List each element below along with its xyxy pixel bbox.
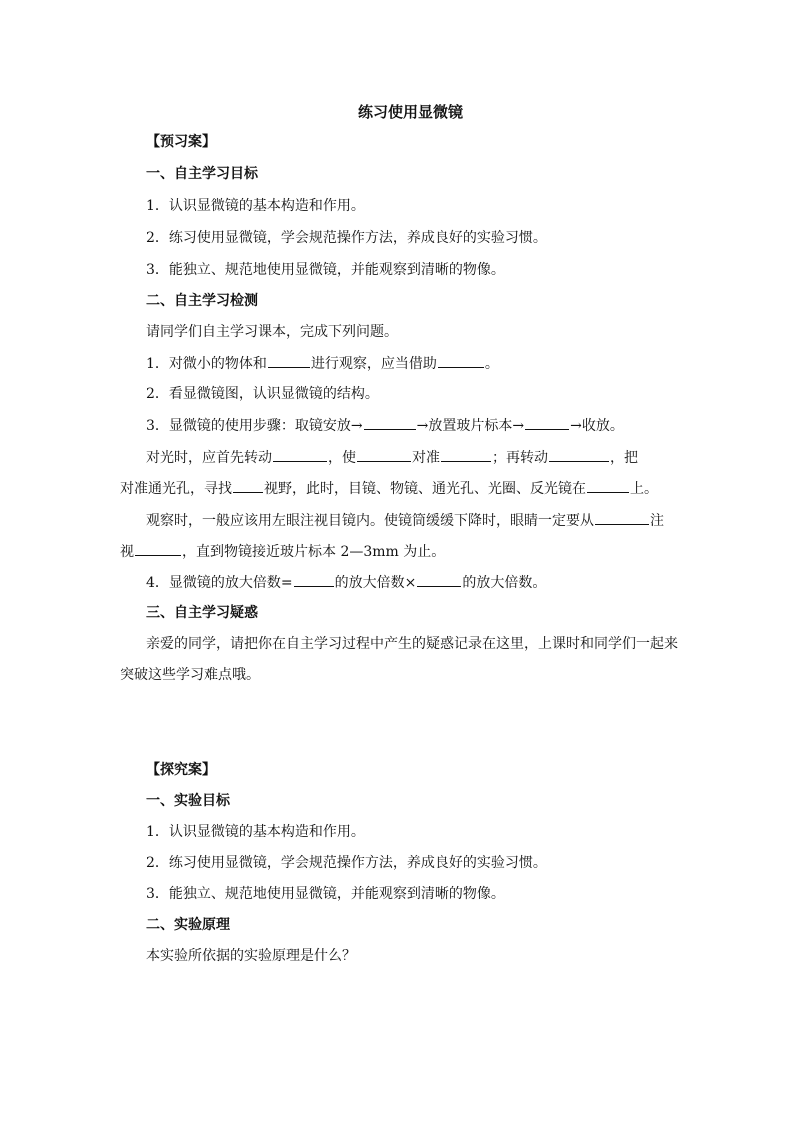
principle-question: 本实验所依据的实验原理是什么？ [146,948,356,964]
preview-goal-1: 1．认识显微镜的基本构造和作用。 [146,198,365,214]
q4-text-b: 的放大倍数× [334,575,417,591]
q3-text-c: →收放。 [570,418,624,434]
p1-text-d: ；再转动 [492,450,548,466]
paragraph-observe-2 [120,541,445,562]
preview-sec2-intro: 请同学们自主学习课本，完成下列问题。 [146,324,398,340]
preview-sec1-heading: 一、自主学习目标 [146,166,258,182]
explore-sec1-heading: 一、实验目标 [146,793,230,809]
p2-text-a: 观察时，一般应该用左眼注视目镜内。使镜筒缓缓下降时，眼睛一定要从 [146,513,594,529]
preview-sec3-heading: 三、自主学习疑惑 [146,605,258,621]
p2-text-b: 注 [650,513,664,529]
p1-text-h: 上。 [630,481,658,497]
q3-text-a: 3．显微镜的使用步骤：取镜安放→ [146,418,363,434]
fill-blank[interactable] [364,415,416,430]
doubts-line-1: 亲爱的同学，请把你在自主学习过程中产生的疑惑记录在这里，上课时和同学们一起来 [146,636,678,652]
preview-sec2-heading: 二、自主学习检测 [146,293,258,309]
explore-header: 【探究案】 [146,762,216,778]
preview-goal-3: 3．能独立、规范地使用显微镜，并能观察到清晰的物像。 [146,262,505,278]
fill-blank[interactable] [135,541,181,556]
page-title: 练习使用显微镜 [358,103,464,121]
preview-header: 【预习案】 [146,134,216,150]
fill-blank[interactable] [595,510,649,525]
q1-text-a: 1．对微小的物体和 [146,356,267,372]
p1-text-a: 对光时，应首先转动 [146,450,272,466]
fill-blank[interactable] [294,572,334,587]
p1-text-e: ，把 [610,450,638,466]
q1-text-b: 进行观察，应当借助 [310,356,437,372]
question-3 [146,415,624,436]
question-4 [146,572,546,593]
p2-text-c: 视 [120,544,134,560]
p1-text-g: 视野，此时，目镜、物镜、通光孔、光圈、反光镜在 [264,481,586,497]
question-2: 2．看显微镜图，认识显微镜的结构。 [146,386,379,402]
p2-text-d: ，直到物镜接近玻片标本 2—3mm 为止。 [182,544,446,560]
p1-text-c: 对准 [412,450,440,466]
p1-text-b: ，使 [328,450,356,466]
fill-blank[interactable] [525,415,569,430]
fill-blank[interactable] [417,572,461,587]
paragraph-light-1 [146,447,638,468]
fill-blank[interactable] [587,478,629,493]
fill-blank[interactable] [357,447,411,462]
p1-text-f: 对准通光孔，寻找 [120,481,232,497]
q1-text-c: 。 [484,356,499,372]
q3-text-b: →放置玻片标本→ [416,418,525,434]
paragraph-light-2 [120,478,658,499]
fill-blank[interactable] [273,447,327,462]
preview-goal-2: 2．练习使用显微镜，学会规范操作方法，养成良好的实验习惯。 [146,230,547,246]
q4-text-a: 4．显微镜的放大倍数= [146,575,293,591]
doubts-line-2: 突破这些学习难点哦。 [120,667,260,683]
explore-goal-3: 3．能独立、规范地使用显微镜，并能观察到清晰的物像。 [146,886,505,902]
explore-goal-2: 2．练习使用显微镜，学会规范操作方法，养成良好的实验习惯。 [146,855,547,871]
fill-blank[interactable] [441,447,491,462]
paragraph-observe-1 [146,510,664,531]
explore-goal-1: 1．认识显微镜的基本构造和作用。 [146,824,365,840]
q4-text-c: 的放大倍数。 [462,575,547,591]
question-1 [146,353,499,374]
fill-blank[interactable] [268,353,310,368]
fill-blank[interactable] [233,478,263,493]
explore-sec2-heading: 二、实验原理 [146,917,230,933]
fill-blank[interactable] [438,353,484,368]
fill-blank[interactable] [549,447,609,462]
